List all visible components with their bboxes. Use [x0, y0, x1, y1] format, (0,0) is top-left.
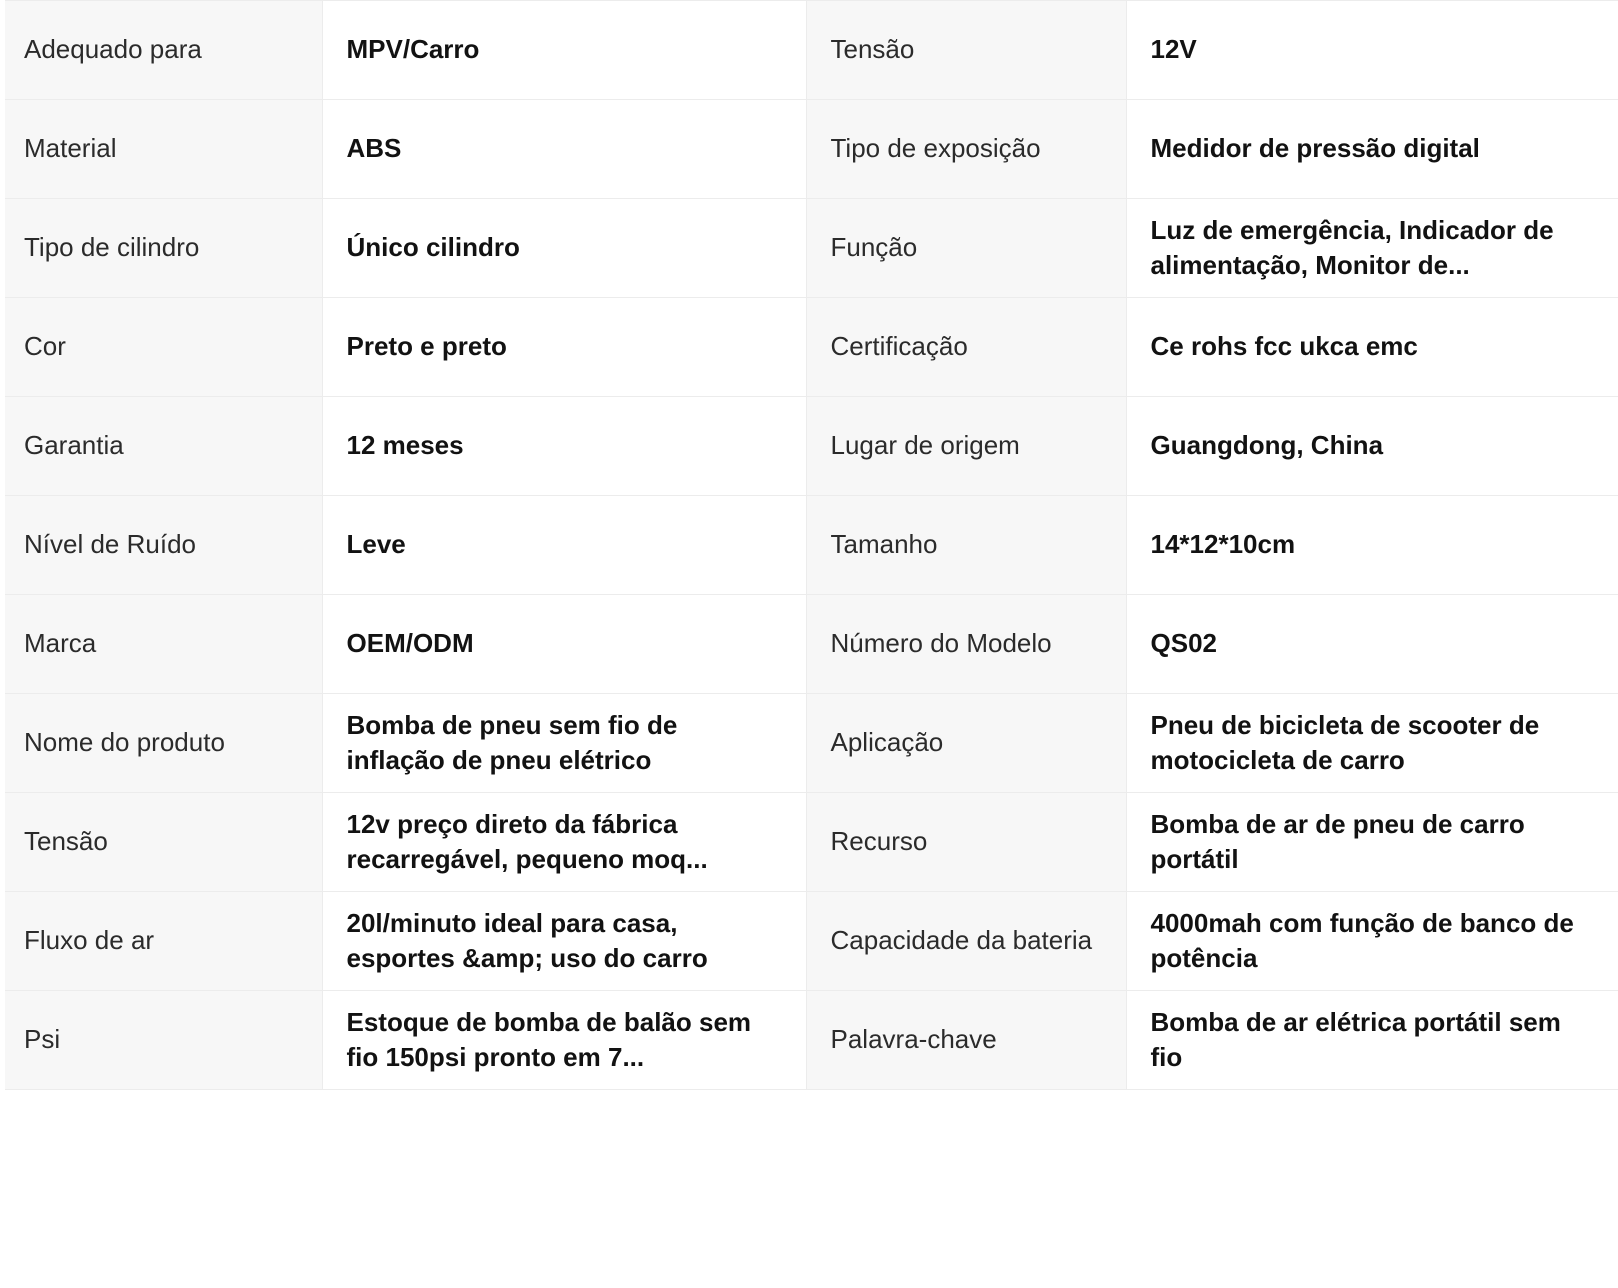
table-row: [0, 1, 1618, 100]
spec-label: Função: [806, 199, 1126, 298]
spec-label: Psi: [0, 991, 322, 1090]
table-row: [0, 199, 1618, 298]
spec-label: Marca: [0, 595, 322, 694]
spec-value: 12v preço direto da fábrica recarregável, pequeno moq...: [322, 793, 806, 892]
spec-value: 12 meses: [322, 397, 806, 496]
table-row: [0, 991, 1618, 1090]
spec-value: 14*12*10cm: [1126, 496, 1618, 595]
spec-label: Certificação: [806, 298, 1126, 397]
spec-label: Número do Modelo: [806, 595, 1126, 694]
spec-label: Fluxo de ar: [0, 892, 322, 991]
spec-value: Guangdong, China: [1126, 397, 1618, 496]
table-row: [0, 100, 1618, 199]
spec-value: MPV/Carro: [322, 1, 806, 100]
spec-value: Ce rohs fcc ukca emc: [1126, 298, 1618, 397]
spec-value: 12V: [1126, 1, 1618, 100]
spec-label: Capacidade da bateria: [806, 892, 1126, 991]
spec-value: Bomba de ar elétrica portátil sem fio: [1126, 991, 1618, 1090]
spec-value: Bomba de pneu sem fio de inflação de pneu elétrico: [322, 694, 806, 793]
spec-table-body: [0, 1, 1618, 1090]
left-edge-strip: [0, 0, 5, 1288]
spec-value: Leve: [322, 496, 806, 595]
spec-value: Único cilindro: [322, 199, 806, 298]
spec-label: Tipo de exposição: [806, 100, 1126, 199]
spec-label: Tamanho: [806, 496, 1126, 595]
spec-value: Bomba de ar de pneu de carro portátil: [1126, 793, 1618, 892]
spec-label: Tensão: [806, 1, 1126, 100]
spec-label: Lugar de origem: [806, 397, 1126, 496]
spec-label: Nome do produto: [0, 694, 322, 793]
spec-label: Tensão: [0, 793, 322, 892]
spec-value: OEM/ODM: [322, 595, 806, 694]
spec-value: Preto e preto: [322, 298, 806, 397]
spec-label: Garantia: [0, 397, 322, 496]
spec-value: Estoque de bomba de balão sem fio 150psi pronto em 7...: [322, 991, 806, 1090]
table-row: [0, 298, 1618, 397]
spec-value: Medidor de pressão digital: [1126, 100, 1618, 199]
spec-value: 20l/minuto ideal para casa, esportes &amp; uso do carro: [322, 892, 806, 991]
spec-value: QS02: [1126, 595, 1618, 694]
spec-label: Aplicação: [806, 694, 1126, 793]
table-row: [0, 595, 1618, 694]
spec-label: Cor: [0, 298, 322, 397]
table-row: [0, 397, 1618, 496]
spec-label: Recurso: [806, 793, 1126, 892]
spec-value: 4000mah com função de banco de potência: [1126, 892, 1618, 991]
table-row: [0, 793, 1618, 892]
spec-label: Palavra-chave: [806, 991, 1126, 1090]
spec-label: Material: [0, 100, 322, 199]
table-row: [0, 892, 1618, 991]
spec-value: Luz de emergência, Indicador de alimentação, Monitor de...: [1126, 199, 1618, 298]
table-row: [0, 496, 1618, 595]
table-row: [0, 694, 1618, 793]
spec-label: Nível de Ruído: [0, 496, 322, 595]
spec-value: Pneu de bicicleta de scooter de motocicleta de carro: [1126, 694, 1618, 793]
spec-label: Adequado para: [0, 1, 322, 100]
spec-value: ABS: [322, 100, 806, 199]
spec-label: Tipo de cilindro: [0, 199, 322, 298]
